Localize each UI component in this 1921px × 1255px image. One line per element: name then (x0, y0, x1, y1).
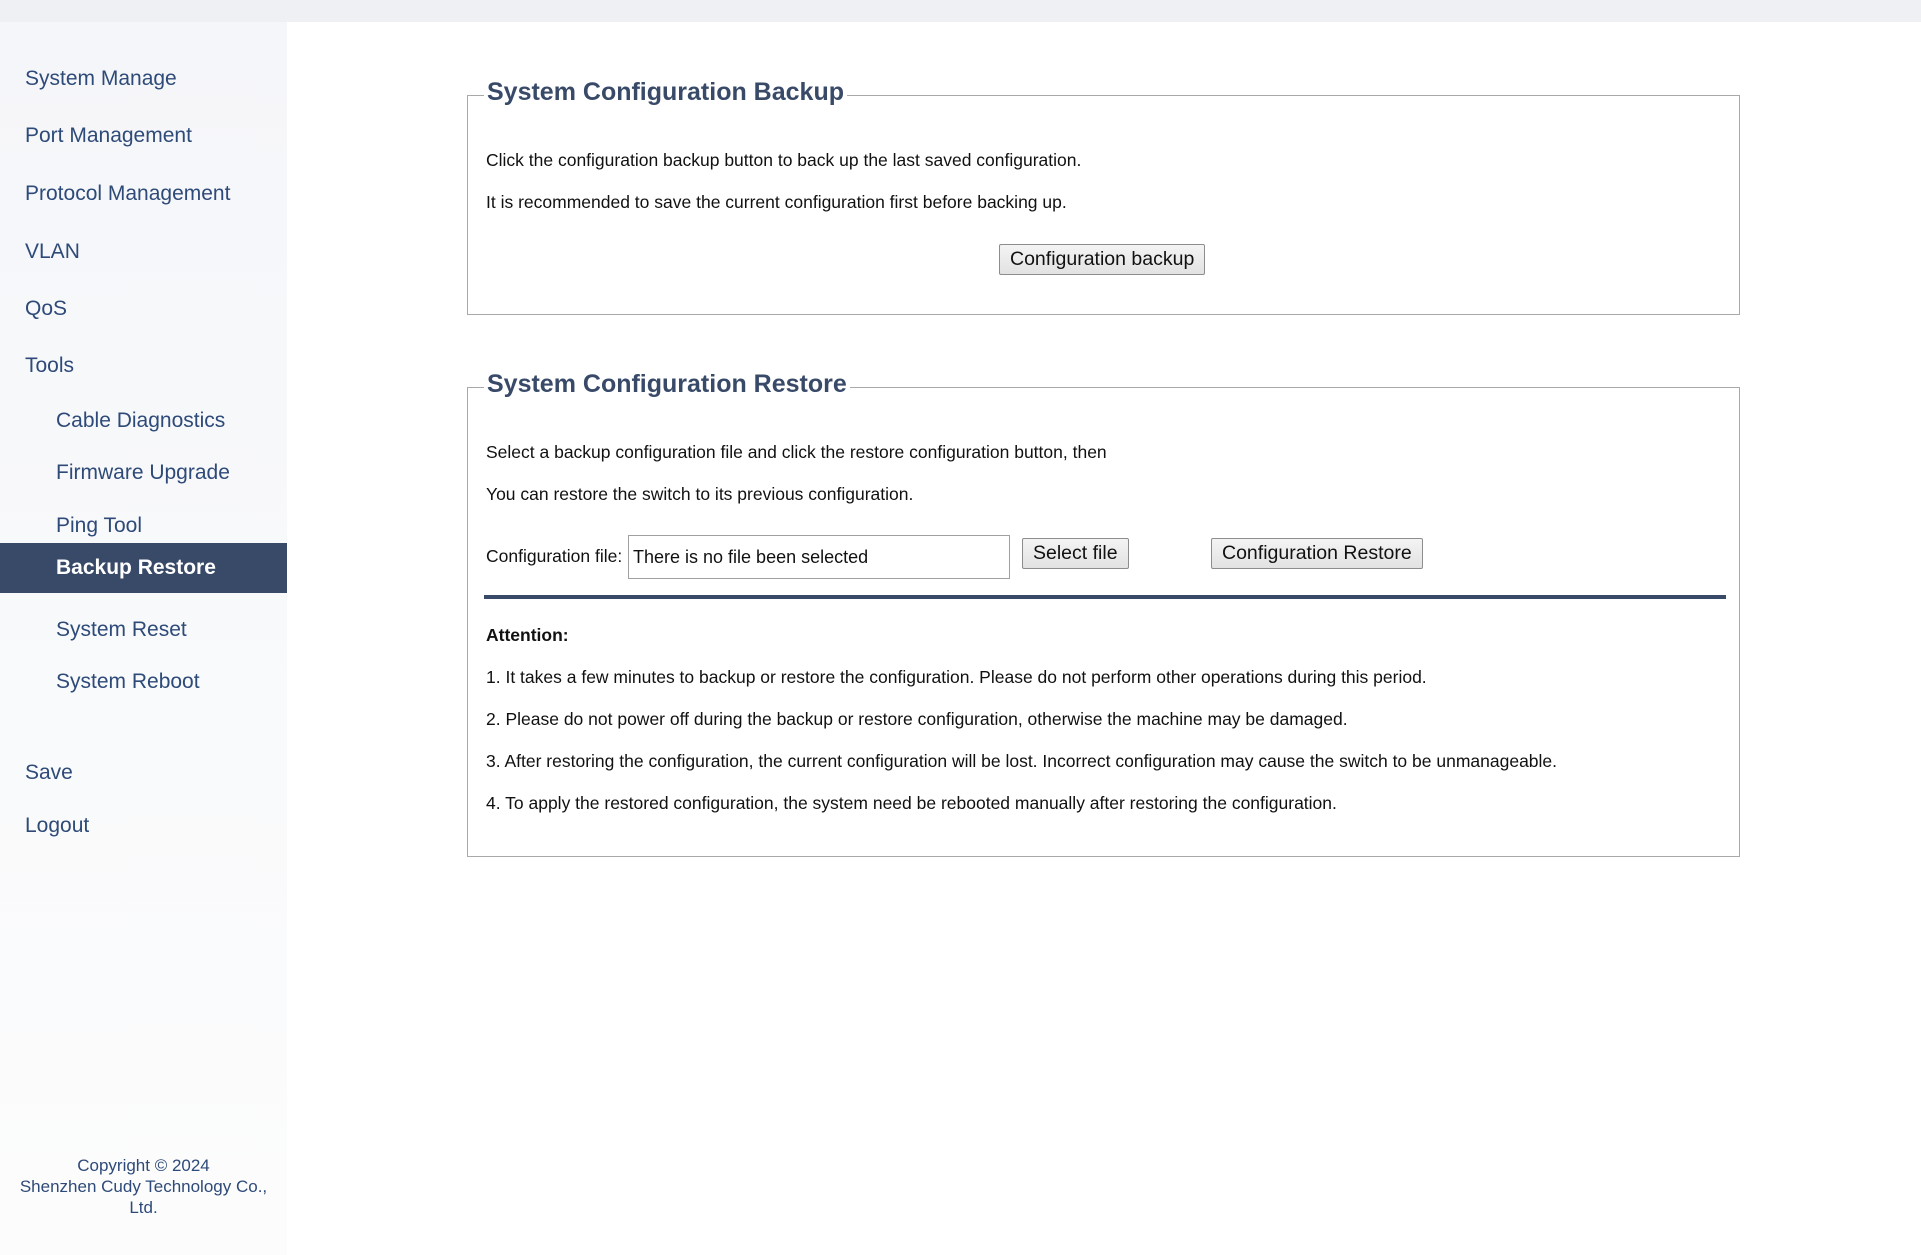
restore-title: System Configuration Restore (484, 370, 850, 399)
copyright-line: Copyright © 2024 (77, 1156, 210, 1175)
sidebar (0, 22, 287, 1255)
backup-description-2: It is recommended to save the current configuration first before backing up. (486, 192, 1067, 212)
select-file-button[interactable]: Select file (1022, 538, 1129, 569)
sidebar-item-backup-restore[interactable] (0, 543, 287, 593)
sidebar-item-system-manage[interactable]: System Manage (25, 67, 177, 90)
sidebar-item-firmware-upgrade[interactable]: Firmware Upgrade (56, 461, 230, 484)
attention-note-3: 3. After restoring the configuration, the current configuration will be lost. Incorrect configuration may cause the switch to be unmanageable. (486, 751, 1558, 771)
attention-note-2: 2. Please do not power off during the backup or restore configuration, otherwise the machine may be damaged. (486, 709, 1348, 729)
sidebar-item-ping-tool[interactable]: Ping Tool (56, 514, 143, 537)
section-divider (484, 595, 1726, 599)
sidebar-item-cable-diagnostics[interactable]: Cable Diagnostics (56, 409, 226, 432)
restore-description-2: You can restore the switch to its previous configuration. (486, 484, 914, 504)
sidebar-item-system-reboot[interactable]: System Reboot (56, 670, 200, 693)
attention-note-1: 1. It takes a few minutes to backup or restore the configuration. Please do not perform other operations during this period. (486, 667, 1427, 687)
sidebar-item-protocol-management[interactable]: Protocol Management (25, 182, 231, 205)
configuration-backup-button[interactable]: Configuration backup (999, 244, 1205, 275)
backup-description-1: Click the configuration backup button to back up the last saved configuration. (486, 150, 1082, 170)
restore-panel (467, 370, 1740, 857)
copyright-company: Shenzhen Cudy Technology Co., Ltd. (19, 1177, 268, 1217)
backup-title: System Configuration Backup (484, 78, 847, 107)
configuration-file-label: Configuration file: (486, 546, 623, 566)
backup-panel (467, 78, 1740, 315)
attention-note-4: 4. To apply the restored configuration, the system need be rebooted manually after restoring the configuration. (486, 793, 1337, 813)
sidebar-item-port-management[interactable]: Port Management (25, 124, 192, 147)
sidebar-item-system-reset[interactable]: System Reset (56, 618, 187, 641)
sidebar-item-save[interactable]: Save (25, 761, 73, 784)
configuration-file-field[interactable] (628, 535, 1010, 579)
configuration-restore-button[interactable]: Configuration Restore (1211, 538, 1423, 569)
sidebar-item-logout[interactable]: Logout (25, 814, 90, 837)
sidebar-item-label: Backup Restore (56, 556, 216, 579)
restore-description-1: Select a backup configuration file and click the restore configuration button, then (486, 442, 1107, 462)
sidebar-item-vlan[interactable]: VLAN (25, 240, 80, 263)
sidebar-item-qos[interactable]: QoS (25, 297, 68, 320)
top-bar (0, 0, 1921, 22)
attention-title: Attention: (486, 625, 569, 645)
copyright (0, 1155, 287, 1218)
sidebar-item-tools[interactable]: Tools (25, 354, 75, 377)
